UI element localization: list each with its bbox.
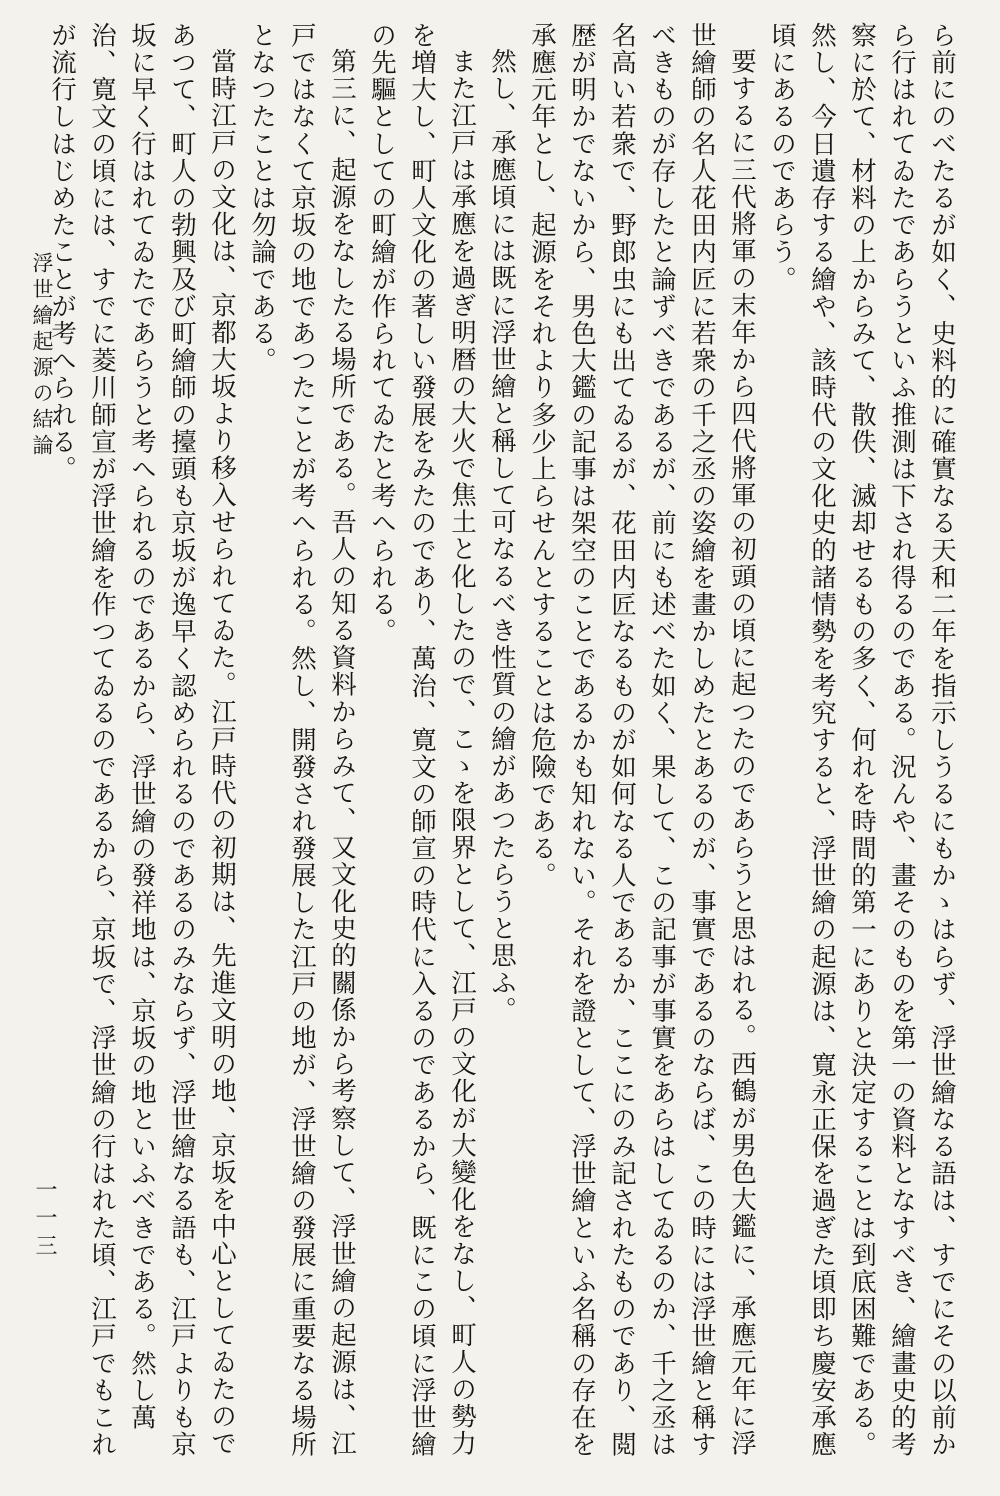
paragraph-4: また江戸は承應を過ぎ明暦の大火で焦土と化したので、こゝを限界として、江戸の文化が大變化をなし、町人の勢力を増大し、町人文化の著しい發展をみたのであり、萬治、寛文の師宣の時代に入るのであるから、既にこの頃に浮世繪の先驅としての町繪が作られてゐたと考へられる。 <box>367 22 477 1459</box>
paragraph-1: ら前にのべたるが如く、史料的に確實なる天和二年を指示しうるにもかゝはらず、浮世繪なる語は、すでにその以前から行はれてゐたであらうといふ推測は下され得るのである。況んや、畫そのものを第一の資料となすべき、繪畫史的考察に於て、材料の上からみて、散佚、滅却せるもの多く、何れを時間的第一にありと決定することは到底困難である。然し、今日遺存する繪や、該時代の文化史的諸情勢を考究すると、浮世繪の起源は、寛永正保を過ぎた頃即ち慶安承應頃にあるのであらう。 <box>767 22 957 1459</box>
running-header: 浮世繪起源の結論 <box>30 252 54 460</box>
paragraph-5: 第三に、起源をなしたる場所である。吾人の知る資料からみて、又文化史的關係から考察して、浮世繪の起源は、江戸ではなくて京坂の地であつたことが考へられる。然し、開發され發展した江戸の地が、浮世繪の發展に重要なる場所となつたことは勿論である。 <box>247 22 357 1459</box>
paragraph-3: 然し、承應頃には既に浮世繪と稱して可なるべき性質の繪があつたらうと思ふ。 <box>487 47 517 1024</box>
body-text <box>42 22 962 1462</box>
paragraph-6: 當時江戸の文化は、京都大坂より移入せられてゐた。江戸時代の初期は、先進文明の地、京坂を中心としてゐたのであつて、町人の勃興及び町繪師の擡頭も京坂が逸早く認められるのであるのみならず、浮世繪なる語も、江戸よりも京坂に早く行はれてゐたであらうと考へられるのであるから、浮世繪の發祥地は、京坂の地といふべきである。然し萬治、寛文の頃には、すでに菱川師宣が浮世繪を作つてゐるのであるから、京坂で、浮世繪の行はれた頃、江戸でもこれが流行しはじめたことが考へられる。 <box>47 22 237 1459</box>
paragraph-2: 要するに三代將軍の末年から四代將軍の初頭の頃に起つたのであらうと思はれる。西鶴が男色大鑑に、承應元年に浮世繪師の名人花田内匠に若衆の千之丞の姿繪を畫かしめたとあるのが、事實であるのならば、この時には浮世繪と稱すべきものが存したと論ずべきであるが、前にも述べた如く、果して、この記事が事實をあらはしてゐるのか、千之丞は名高い若衆で、野郎虫にも出てゐるが、花田内匠なるものが如何なる人であるか、ここにのみ記されたものであり、閲歴が明かでないから、男色大鑑の記事は架空のことであるかも知れない。それを證として、浮世繪といふ名稱の存在を承應元年とし、起源をそれより多少上らせんとすることは危險である。 <box>527 22 757 1459</box>
page-number: 一一三 <box>32 1178 57 1262</box>
